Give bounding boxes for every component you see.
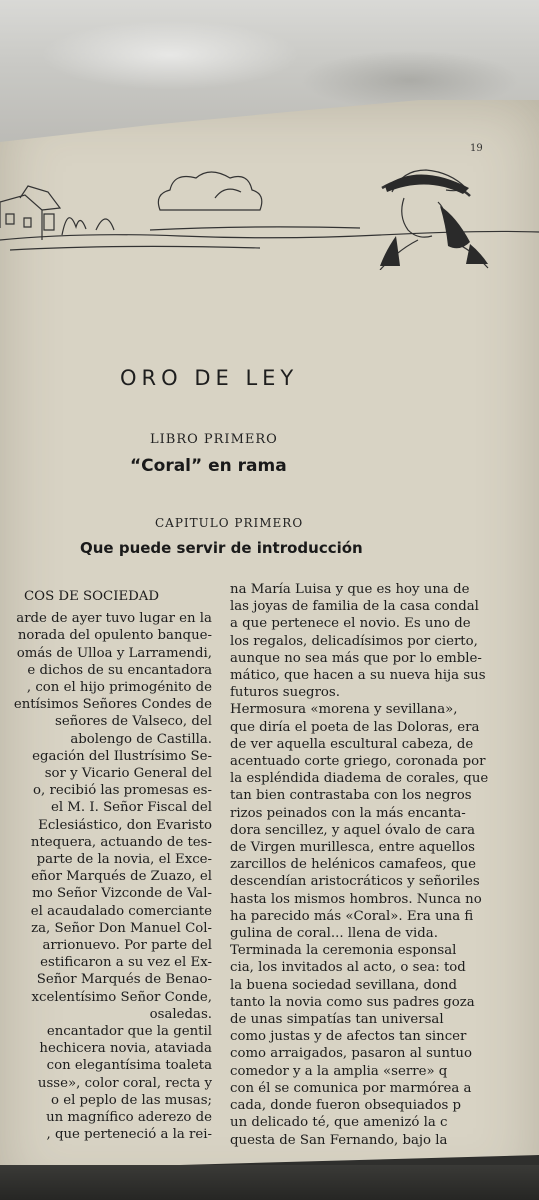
text-line: la buena sociedad sevillana, dond [230,977,458,993]
text-line: Hermosura «morena y sevillana», [230,702,458,718]
cloth-fold [40,20,300,90]
text-line: el M. I. Señor Fiscal del [50,800,212,816]
text-line: arde de ayer tuvo lugar en la [16,611,212,627]
text-line: gulina de coral... llena de vida. [230,926,438,942]
book-title: ORO DE LEY [120,366,299,390]
text-line: aunque no sea más que por lo emble- [230,650,482,666]
text-line: cia, los invitados al acto, o sea: tod [230,960,466,976]
text-line: mático, que hacen a su nueva hija sus [230,668,486,684]
section-heading: COS DE SOCIEDAD [24,589,160,604]
text-line: un magnífico aderezo de [46,1110,212,1126]
chapter-title: Que puede servir de introducción [80,539,363,557]
text-line: e dichos de su encantadora [27,662,212,678]
text-line: abolengo de Castilla. [70,731,212,747]
text-line: señores de Valseco, del [55,714,212,730]
text-line: encantador que la gentil [46,1024,212,1040]
text-line: las joyas de familia de la casa condal [230,599,479,615]
text-line: a que pertenece el novio. Es uno de [230,616,471,632]
text-line: questa de San Fernando, bajo la [230,1132,448,1148]
text-line: mo Señor Vizconde de Val- [32,886,212,902]
text-line: o el peplo de las musas; [50,1092,212,1108]
left-column-lines [0,610,212,1143]
text-line: con él se comunica por marmórea a [230,1080,472,1096]
text-line: zarcillos de helénicos camafeos, que [230,857,476,873]
text-line: ntequera, actuando de tes- [30,834,212,850]
text-line: entísimos Señores Condes de [13,697,212,713]
header-illustration [0,140,539,270]
text-line: o, recibió las promesas es- [33,783,212,799]
text-line: tan bien contrastaba con los negros [230,788,472,804]
text-line: cada, donde fueron obsequiados p [230,1098,462,1114]
text-line: egación del Ilustrísimo Se- [32,748,212,764]
text-line: norada del opulento banque- [17,628,212,644]
text-line: osaledas. [149,1006,212,1022]
text-line: eñor Marqués de Zuazo, el [31,869,212,885]
text-line: , que perteneció a la rei- [46,1127,212,1143]
text-line: de ver aquella escultural cabeza, de [230,736,474,752]
chapter-label: CAPITULO PRIMERO [155,516,304,530]
text-line: ha parecido más «Coral». Era una fi [230,908,474,924]
text-line: de unas simpatías tan universal [230,1012,444,1028]
text-line: como arraigados, pasaron al suntuo [230,1046,472,1062]
text-line: futuros suegros. [230,685,340,701]
text-line: na María Luisa y que es hoy una de [230,582,470,597]
text-line: za, Señor Don Manuel Col- [31,920,212,936]
text-line: hechicera novia, ataviada [39,1041,212,1057]
text-line: como justas y de afectos tan sincer [230,1029,467,1045]
book-part-title: “Coral” en rama [130,456,287,476]
text-line: el acaudalado comerciante [30,903,212,919]
text-line: acentuado corte griego, coronada por [230,754,486,770]
text-line: comedor y a la amplia «serre» q [230,1063,448,1079]
book-part-label: LIBRO PRIMERO [150,432,278,447]
text-line: arrionuevo. Por parte del [42,938,212,954]
text-line: estificaron a su vez el Ex- [40,955,212,971]
text-line: sor y Vicario General del [44,766,212,782]
table-edge [0,1165,539,1200]
text-line: parte de la novia, el Exce- [36,852,212,868]
text-line: Eclesiástico, don Evaristo [38,817,212,833]
text-line: Señor Marqués de Benao- [36,972,212,988]
right-text-column [230,581,539,1149]
text-line: un delicado té, que amenizó la c [230,1115,448,1131]
text-line: rizos peinados con la más encanta- [230,805,466,821]
left-text-column [0,588,212,1144]
text-line: descendían aristocráticos y señoriles [230,874,480,890]
text-line: los regalos, delicadísimos por cierto, [230,633,478,649]
text-line: con elegantísima toaleta [46,1058,212,1074]
text-line: tanto la novia como sus padres goza [230,994,475,1010]
text-line: omás de Ulloa y Larramendi, [16,645,212,661]
text-line: xcelentísimo Señor Conde, [31,989,212,1005]
text-line: Terminada la ceremonia esponsal [230,943,457,959]
text-line: de Virgen murillesca, entre aquellos [230,840,475,856]
text-line: , con el hijo primogénito de [26,680,212,696]
text-line: que diría el poeta de las Doloras, era [230,719,480,735]
text-line: la espléndida diadema de corales, que [230,771,489,787]
text-line: dora sencillez, y aquel óvalo de cara [230,822,476,838]
right-column-lines [230,581,539,1149]
text-line: usse», color coral, recta y [37,1075,212,1091]
page-number: 19 [470,143,483,154]
text-line: hasta los mismos hombros. Nunca no [230,891,482,907]
